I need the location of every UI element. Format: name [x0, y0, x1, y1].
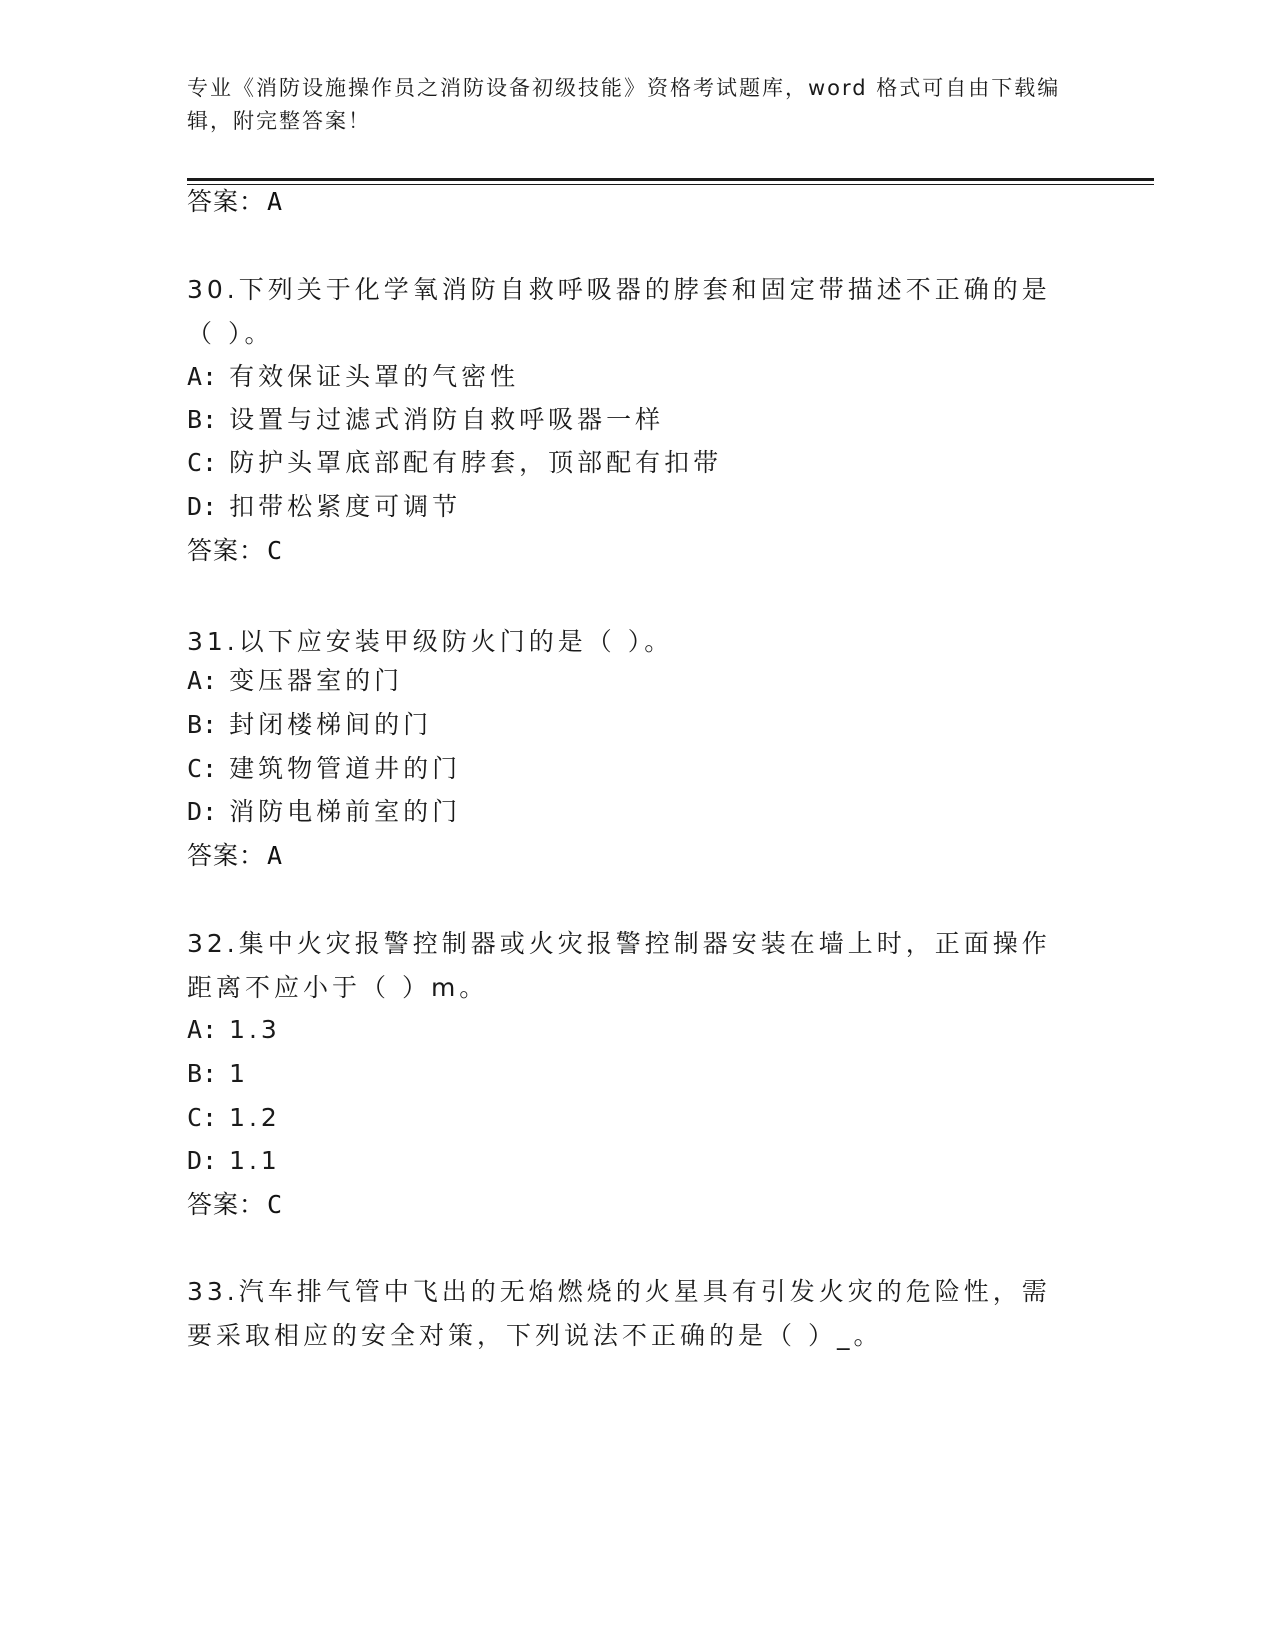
header-divider-thin [187, 184, 1154, 185]
option-key: C: [187, 1103, 218, 1132]
option-text: 设置与过滤式消防自救呼吸器一样 [229, 405, 665, 434]
q31-option-a [187, 663, 403, 699]
option-text: 防护头罩底部配有脖套，顶部配有扣带 [229, 448, 723, 477]
q32-answer [187, 1187, 283, 1223]
answer-value: A [267, 187, 284, 216]
option-key: A: [187, 1015, 218, 1044]
option-text: 1 [229, 1059, 249, 1088]
option-text: 有效保证头罩的气密性 [229, 362, 520, 391]
q30-answer [187, 533, 283, 569]
option-key: B: [187, 710, 218, 739]
option-text: 1.1 [229, 1146, 281, 1175]
question-33-text: 33.汽车排气管中飞出的无焰燃烧的火星具有引发火灾的危险性，需要采取相应的安全对策，下列说法不正确的是（ ）_。 [187, 1277, 1051, 1350]
question-31-text: 31.以下应安装甲级防火门的是（ ）。 [187, 627, 674, 656]
option-key: A: [187, 362, 218, 391]
answer-prev [187, 184, 283, 220]
q30-option-d [187, 489, 461, 525]
option-text: 扣带松紧度可调节 [229, 492, 462, 521]
header-divider-thick [187, 178, 1154, 181]
q30-option-a [187, 359, 519, 395]
option-text: 变压器室的门 [229, 666, 404, 695]
option-key: C: [187, 754, 218, 783]
option-text: 1.2 [229, 1103, 281, 1132]
option-key: B: [187, 405, 218, 434]
q31-option-b [187, 707, 432, 743]
answer-label: 答案： [187, 841, 266, 870]
q30-option-b [187, 402, 664, 438]
option-key: C: [187, 448, 218, 477]
q30-option-c [187, 445, 722, 481]
q31-option-c [187, 751, 461, 787]
answer-value: C [267, 536, 284, 565]
option-text: 消防电梯前室的门 [229, 797, 462, 826]
question-32-text: 32.集中火灾报警控制器或火灾报警控制器安装在墙上时，正面操作距离不应小于（ ）m。 [187, 929, 1051, 1002]
q32-option-c [187, 1100, 281, 1136]
option-key: B: [187, 1059, 218, 1088]
option-text: 封闭楼梯间的门 [229, 710, 433, 739]
q32-option-d [187, 1143, 281, 1179]
option-text: 1.3 [229, 1015, 281, 1044]
option-key: D: [187, 1146, 218, 1175]
answer-label: 答案： [187, 536, 266, 565]
option-key: D: [187, 797, 218, 826]
q32-option-a [187, 1012, 281, 1048]
answer-label: 答案： [187, 187, 266, 216]
answer-label: 答案： [187, 1190, 266, 1219]
q32-option-b [187, 1056, 249, 1092]
q31-option-d [187, 794, 461, 830]
document-header: 专业《消防设施操作员之消防设备初级技能》资格考试题库，word 格式可自由下载编辑，附完整答案！ [187, 76, 1061, 133]
option-key: D: [187, 492, 218, 521]
option-key: A: [187, 666, 218, 695]
answer-value: A [267, 841, 284, 870]
question-30-text: 30.下列关于化学氧消防自救呼吸器的脖套和固定带描述不正确的是（ ）。 [187, 275, 1051, 348]
q31-answer [187, 838, 283, 874]
answer-value: C [267, 1190, 284, 1219]
option-text: 建筑物管道井的门 [229, 754, 462, 783]
